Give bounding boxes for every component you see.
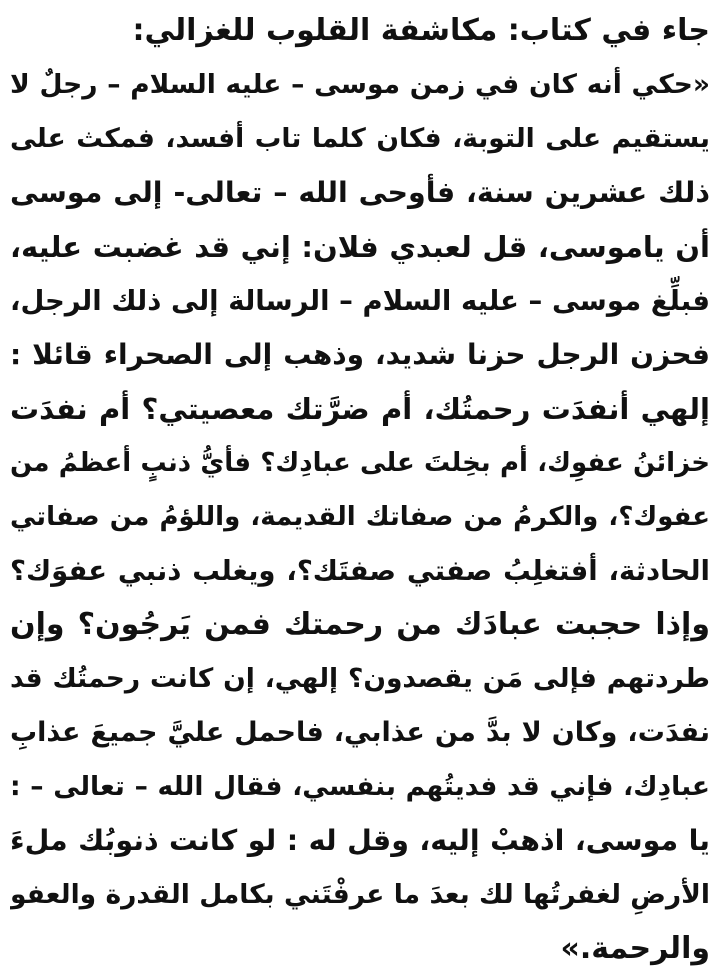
text-line-4: ذلك عشرين سنة، فأوحى الله – تعالى- إلى موسى [10,176,710,209]
text-line-5: أن ياموسى، قل لعبدي فلان: إني قد غضبت عليه، [10,230,710,264]
text-line-2: «حكي أنه كان في زمن موسى – عليه السلام – رجلٌ لا [10,69,710,100]
text-line-3: يستقيم على التوبة، فكان كلما تاب أفسد، فمكث على [10,123,710,154]
text-line-1: جاء في كتاب: مكاشفة القلوب للغزالي: [132,13,710,48]
text-line-6: فبلِّغ موسى – عليه السلام – الرسالة إلى ذلك الرجل، [10,285,710,317]
text-line-18: والرحمة.» [560,931,710,966]
text-line-7: فحزن الرجل حزنا شديد، وذهب إلى الصحراء قائلا : [10,338,710,371]
text-line-8: إلهي أنفدَت رحمتُك، أم ضرَّتك معصيتي؟ أم نفدَت [10,392,710,426]
text-line-9: خزائنُ عفوِك، أم بخِلتَ على عبادِك؟ فأيُّ ذنبٍ أعظمُ من [10,448,710,478]
text-line-16: يا موسى، اذهبْ إليه، وقل له : لو كانت ذنوبُك ملءَ [10,824,710,857]
text-line-11: الحادثة، أفتغلِبُ صفتي صفتَك؟، ويغلب ذنبي عفوَك؟ [10,555,710,587]
text-line-13: طردتهم فإلى مَن يقصدون؟ إلهي، إن كانت رحمتُك قد [10,663,710,694]
text-line-12: وإذا حجبت عبادَك من رحمتك فمن يَرجُون؟ وإن [10,607,710,642]
text-line-17: الأرضِ لغفرتُها لك بعدَ ما عرفْتَني بكامل القدرة والعفو [10,879,710,910]
text-line-15: عبادِك، فإني قد فديتُهم بنفسي، فقال الله – تعالى – : [10,771,710,802]
text-line-10: عفوك؟، والكرمُ من صفاتك القديمة، واللؤمُ من صفاتي [10,502,710,532]
text-line-14: نفدَت، وكان لا بدَّ من عذابي، فاحمل عليَّ جميعَ عذابِ [10,717,710,748]
